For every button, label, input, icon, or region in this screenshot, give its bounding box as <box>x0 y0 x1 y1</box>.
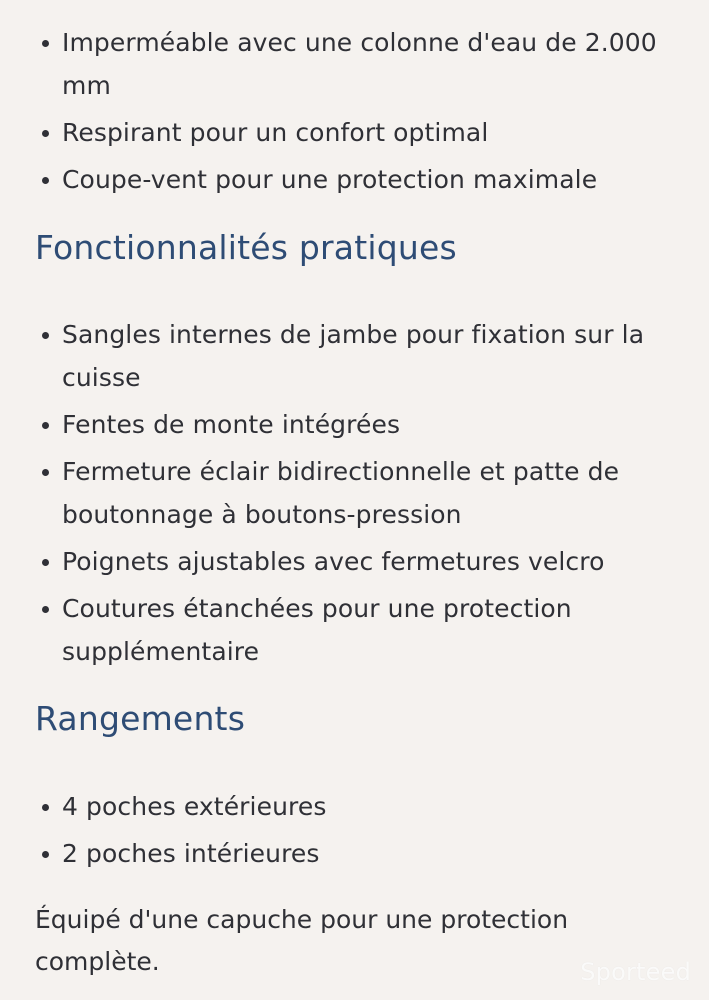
list-item <box>0 587 709 673</box>
bullet-icon <box>42 40 49 47</box>
list-item <box>0 540 709 583</box>
bullet-icon <box>42 422 49 429</box>
list-item <box>0 21 709 107</box>
list-item <box>0 785 709 828</box>
bullet-icon <box>42 469 49 476</box>
section-heading-fonctionnalites: Fonctionnalités pratiques <box>35 228 457 267</box>
practical-features-list <box>0 313 709 673</box>
bullet-icon <box>42 804 49 811</box>
list-item-text: Fermeture éclair bidirectionnelle et patte de boutonnage à boutons-pression <box>62 457 620 529</box>
bullet-icon <box>42 559 49 566</box>
list-item <box>0 450 709 536</box>
watermark-logo: Sporteed <box>580 958 691 986</box>
section-heading-rangements: Rangements <box>35 699 246 738</box>
list-item-text: Coutures étanchées pour une protection supplémentaire <box>62 594 572 666</box>
list-item-text: 2 poches intérieures <box>62 839 320 868</box>
list-item-text: 4 poches extérieures <box>62 792 327 821</box>
list-item <box>0 158 709 201</box>
list-item-text: Sangles internes de jambe pour fixation sur la cuisse <box>62 320 645 392</box>
list-item-text: Fentes de monte intégrées <box>62 410 401 439</box>
intro-feature-list <box>0 21 709 201</box>
list-item-text: Respirant pour un confort optimal <box>62 118 489 147</box>
bullet-icon <box>42 177 49 184</box>
bullet-icon <box>42 130 49 137</box>
bullet-icon <box>42 606 49 613</box>
list-item-text: Imperméable avec une colonne d'eau de 2.000 mm <box>62 28 657 100</box>
closing-paragraph: Équipé d'une capuche pour une protection complète. <box>35 905 569 976</box>
list-item <box>0 832 709 875</box>
list-item <box>0 403 709 446</box>
list-item-text: Coupe-vent pour une protection maximale <box>62 165 598 194</box>
bullet-icon <box>42 851 49 858</box>
storage-list <box>0 785 709 875</box>
list-item <box>0 313 709 399</box>
list-item-text: Poignets ajustables avec fermetures velcro <box>62 547 605 576</box>
bullet-icon <box>42 332 49 339</box>
list-item <box>0 111 709 154</box>
